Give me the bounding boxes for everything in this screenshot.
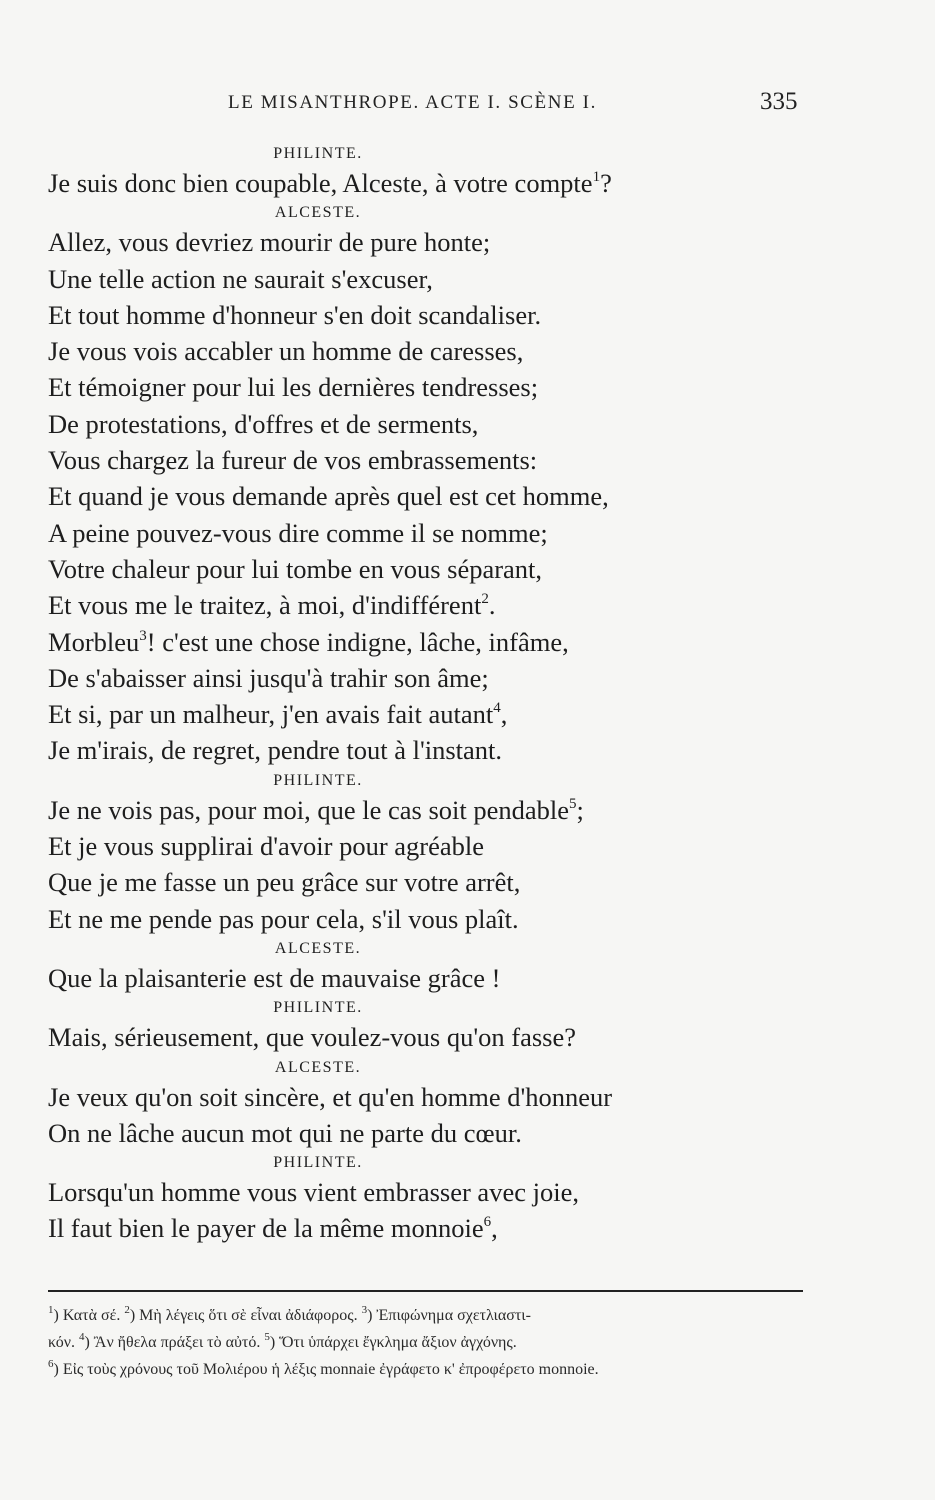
verse-text-continuation: ? [600, 168, 612, 198]
running-head: LE MISANTHROPE. ACTE I. SCÈNE I. [228, 92, 597, 113]
footnote-line [48, 1302, 808, 1329]
footnote-text: κόν. [48, 1334, 79, 1351]
verse-line [48, 828, 808, 864]
verse-line [48, 1115, 808, 1151]
verse-text: Et tout homme d'honneur s'en doit scandaliser. [48, 299, 542, 330]
verse-text: Vous chargez la fureur de vos embrassements: [48, 445, 538, 476]
verse-text: Je suis donc bien coupable, Alceste, à votre compte [48, 168, 593, 198]
verse-text: Allez, vous devriez mourir de pure honte; [48, 227, 491, 258]
verse-text: Et ne me pende pas pour cela, s'il vous plaît. [48, 903, 519, 934]
verse-text: Votre chaleur pour lui tombe en vous séparant, [48, 553, 543, 584]
footnote-reference: 6 [483, 1214, 492, 1231]
verse-line [48, 165, 808, 201]
footnote-text: ) Κατὰ σέ. [53, 1307, 125, 1324]
footnote-text: ) Ἂν ἤθελα πράξει τὸ αὐτό. [84, 1334, 265, 1351]
verse-line [48, 333, 808, 369]
speaker-name: PHILINTE. [273, 1154, 363, 1172]
verse-text: Et je vous supplirai d'avoir pour agréable [48, 831, 485, 862]
verse-text-continuation: , [491, 1213, 498, 1244]
verse-text: Lorsqu'un homme vous vient embrasser avec joie, [48, 1177, 579, 1208]
verse-line [48, 792, 808, 828]
verse-line [48, 406, 808, 442]
verse-text-continuation: , [500, 699, 508, 730]
verse-text: Je vous vois accabler un homme de caresses, [48, 336, 524, 367]
verse-line [48, 660, 808, 696]
footnote-marker: 3 [361, 1304, 368, 1316]
verse-text [48, 142, 808, 1247]
footnote-reference: 1 [592, 169, 601, 185]
footnote-line [48, 1356, 808, 1383]
verse-line [48, 515, 808, 551]
verse-line [48, 261, 808, 297]
verse-text: Et quand je vous demande après quel est cet homme, [48, 481, 609, 512]
page-number: 335 [760, 88, 798, 115]
verse-text: De protestations, d'offres et de serments, [48, 408, 479, 439]
speaker-name: PHILINTE. [273, 771, 363, 789]
verse-text: Il faut bien le payer de la même monnoie [48, 1213, 484, 1244]
verse-text: On ne lâche aucun mot qui ne parte du cœur. [48, 1117, 522, 1148]
verse-text: A peine pouvez-vous dire comme il se nomme; [48, 517, 548, 548]
footnote-text: ) Εἰς τοὺς χρόνους τοῦ Μολιέρου ἡ λέξις monnaie ἐγράφετο κ' ἐπροφέρετο monnoie. [53, 1361, 599, 1378]
verse-text-continuation: ; [576, 794, 584, 825]
verse-line [48, 478, 808, 514]
verse-text-continuation: . [488, 590, 496, 621]
verse-text: Que la plaisanterie est de mauvaise grâce ! [48, 962, 501, 993]
speaker-name: ALCESTE. [274, 939, 362, 957]
footnote-reference: 3 [139, 627, 147, 644]
footnote-marker: 1 [48, 1304, 54, 1316]
verse-text: Et vous me le traitez, à moi, d'indifférent [48, 590, 482, 621]
verse-line [48, 901, 808, 937]
verse-line [48, 864, 808, 900]
footnote-marker: 5 [264, 1331, 270, 1343]
footnote-marker: 4 [78, 1331, 85, 1343]
footnote-line [48, 1329, 808, 1356]
verse-line [48, 297, 808, 333]
verse-text: Je veux qu'on soit sincère, et qu'en homme d'honneur [48, 1081, 613, 1112]
verse-text: Une telle action ne saurait s'excuser, [48, 263, 433, 294]
verse-text: Que je me fasse un peu grâce sur votre arrêt, [48, 867, 521, 898]
verse-line [48, 732, 808, 768]
speaker-name: ALCESTE. [274, 1058, 362, 1076]
footnote-text: ) Ὅτι ὑπάρχει ἔγκλημα ἄξιον ἀγχόνης. [269, 1334, 517, 1351]
verse-line [48, 1174, 808, 1210]
footnote-divider [48, 1290, 803, 1292]
verse-text: Et si, par un malheur, j'en avais fait autant [48, 699, 494, 730]
verse-text: Mais, sérieusement, que voulez-vous qu'on fasse? [48, 1022, 577, 1053]
footnote-reference: 4 [493, 700, 501, 717]
verse-text: Morbleu [48, 626, 140, 657]
speaker-name: PHILINTE. [273, 145, 363, 162]
footnote-marker: 6 [48, 1358, 54, 1370]
footnote-reference: 2 [481, 591, 489, 608]
footnote-reference: 5 [569, 795, 577, 812]
verse-line [48, 960, 808, 996]
verse-line [48, 1019, 808, 1055]
verse-text: De s'abaisser ainsi jusqu'à trahir son âme; [48, 662, 489, 693]
verse-line [48, 696, 808, 732]
verse-text: Je m'irais, de regret, pendre tout à l'instant. [48, 735, 503, 766]
footnote-marker: 2 [124, 1304, 130, 1316]
footnote-text: ) Μὴ λέγεις ὅτι σὲ εἶναι ἀδιάφορος. [129, 1307, 362, 1324]
verse-line [48, 1079, 808, 1115]
verse-line [48, 551, 808, 587]
speaker-name: ALCESTE. [274, 204, 362, 222]
verse-text: Je ne vois pas, pour moi, que le cas soit pendable [48, 794, 570, 825]
verse-line [48, 587, 808, 623]
verse-text-continuation: ! c'est une chose indigne, lâche, infâme, [146, 626, 569, 657]
verse-line [48, 224, 808, 260]
footnote-text: ) Ἐπιφώνημα σχετλιαστι- [367, 1307, 531, 1324]
verse-text: Et témoigner pour lui les dernières tendresses; [48, 372, 539, 403]
verse-line [48, 624, 808, 660]
verse-line [48, 369, 808, 405]
speaker-name: PHILINTE. [273, 999, 363, 1017]
footnotes [48, 1302, 808, 1383]
verse-line [48, 1210, 808, 1246]
verse-line [48, 442, 808, 478]
